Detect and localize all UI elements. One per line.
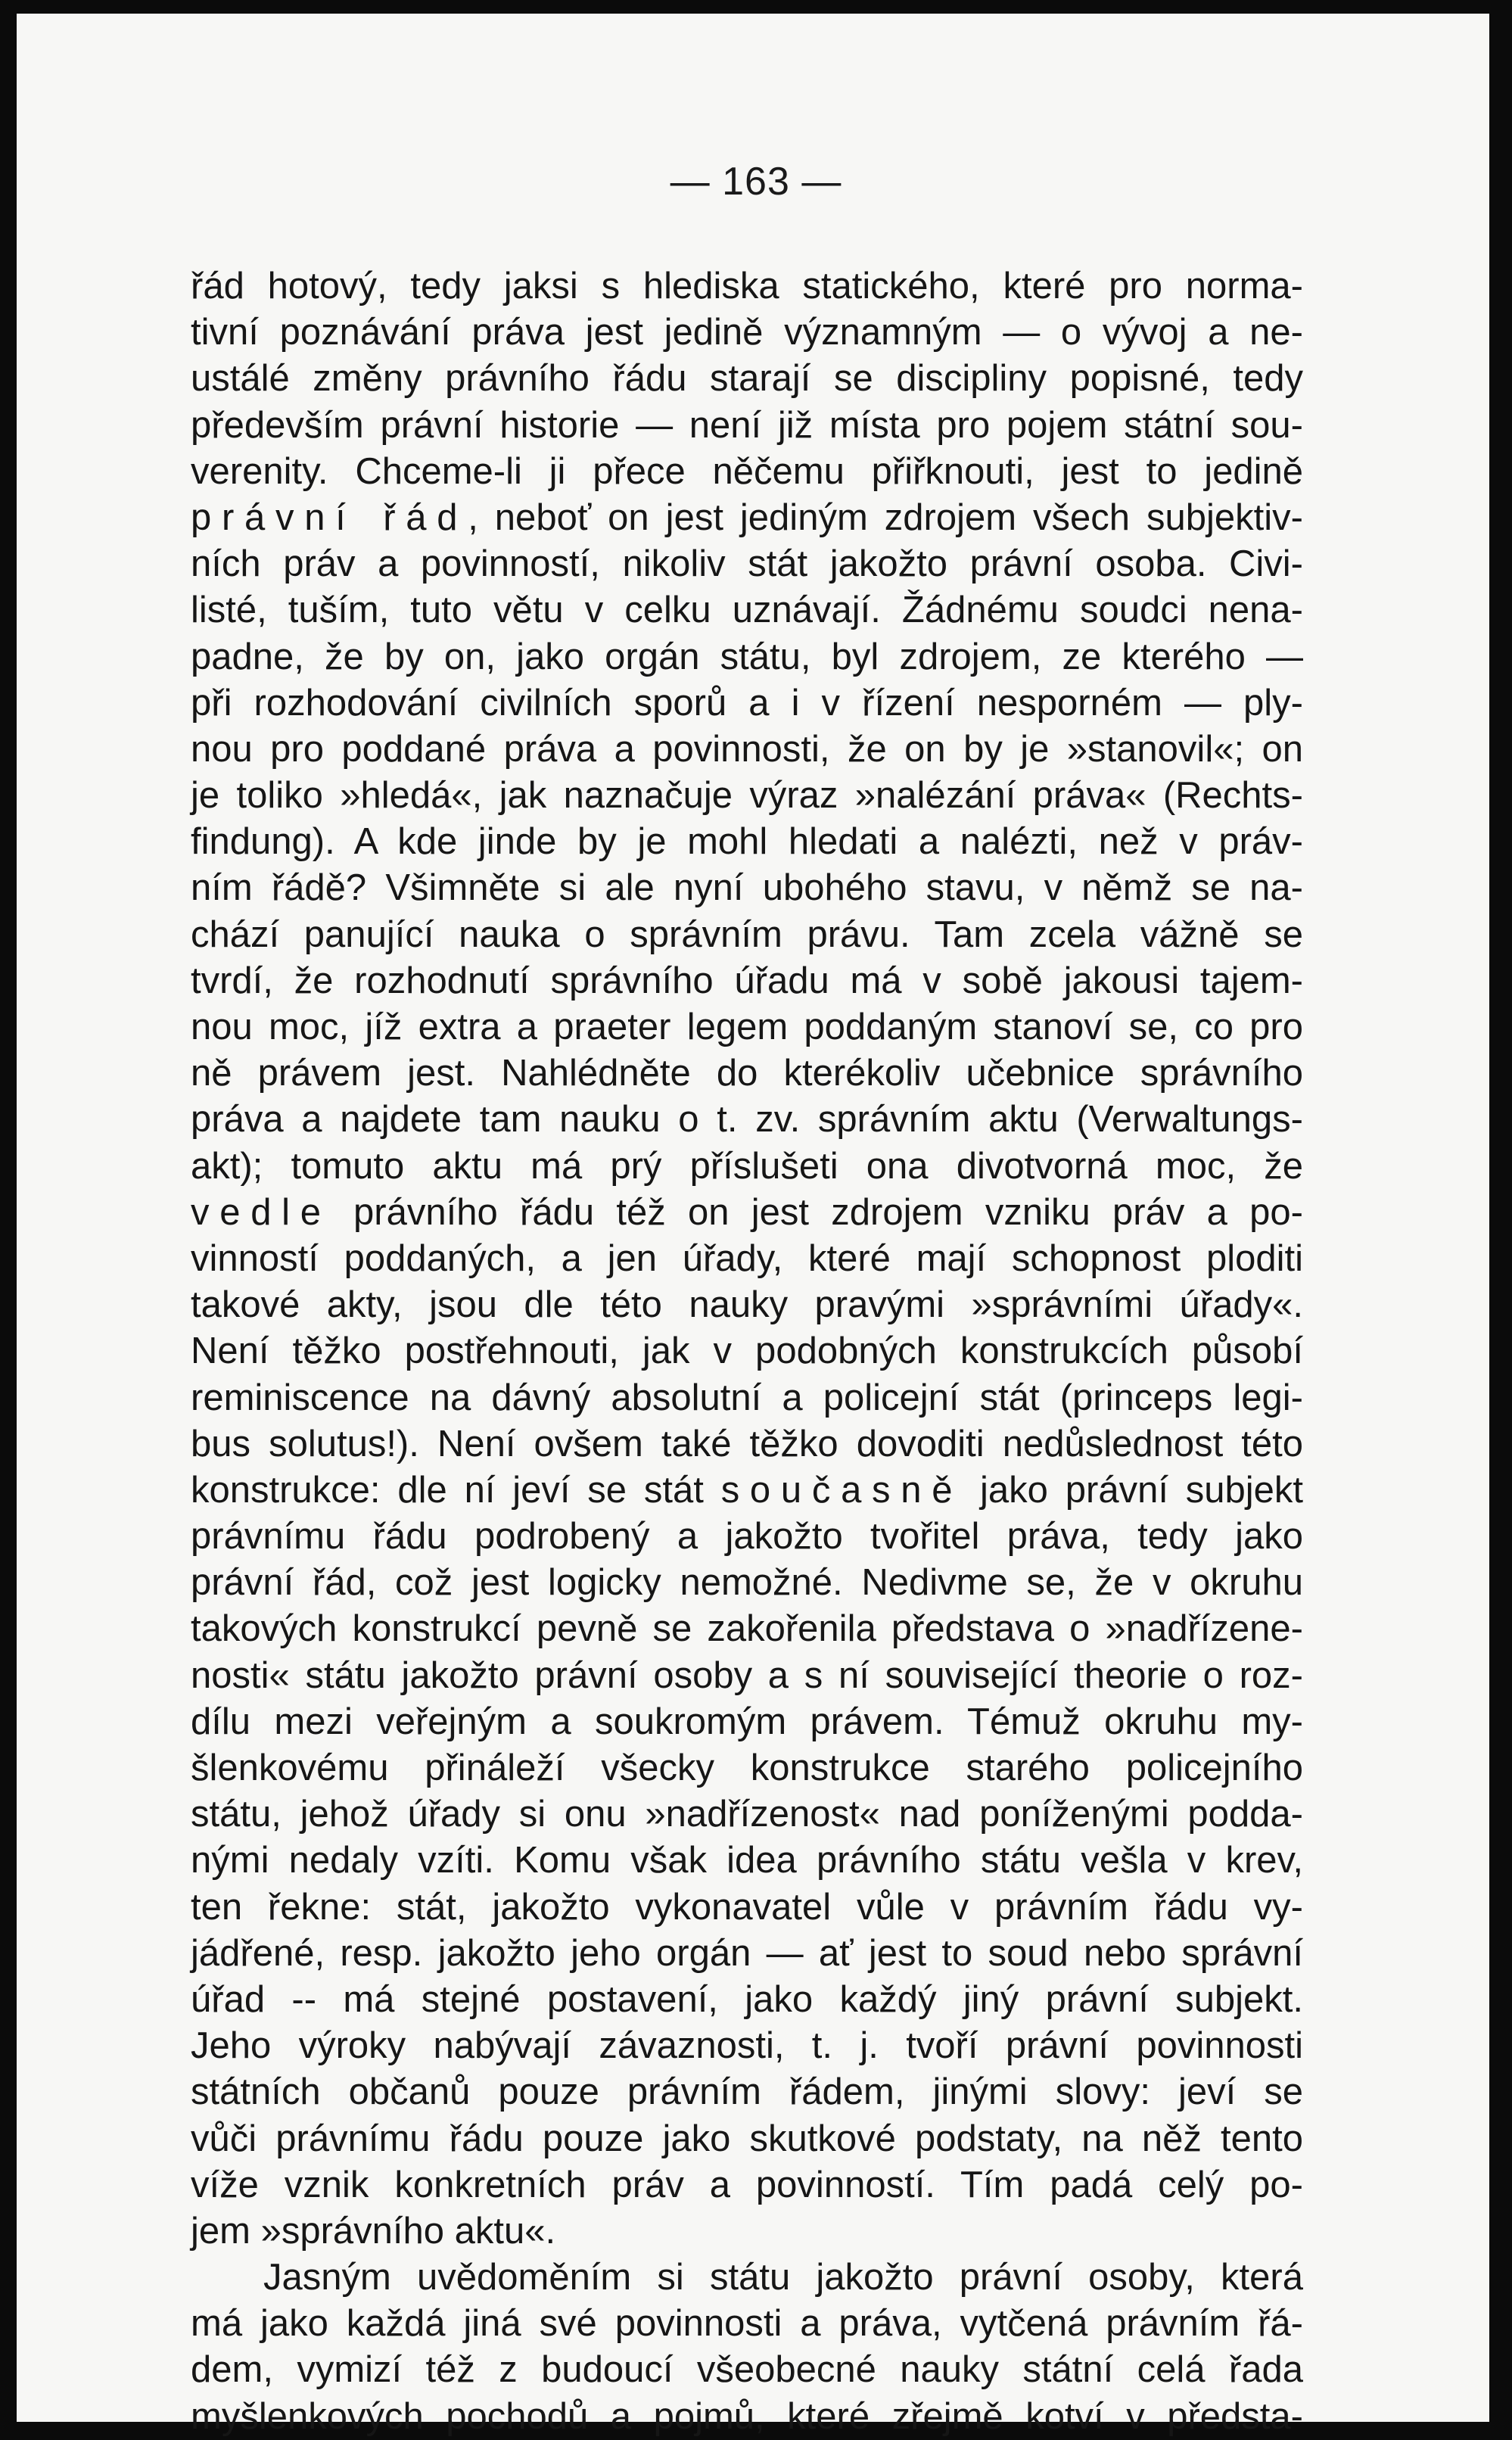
page-number: — 163 — <box>670 160 842 204</box>
text-line: ustálé změny právního řádu starají se discipliny popisné, tedy <box>191 358 1303 400</box>
text-line: státu, jehož úřady si onu »nadřízenost« nad poníženými podda- <box>191 1794 1303 1835</box>
text-line: verenity. Chceme-li ji přece něčemu přiřknouti, jest to jedině <box>191 450 1303 492</box>
text-fragment: právního řádu též on jest zdrojem vzniku práv a po- <box>353 1191 1303 1233</box>
text-line: šlenkovému přináleží všecky konstrukce starého policejního <box>191 1748 1303 1788</box>
text-line: chází panující nauka o správním právu. Tam zcela vážně se <box>191 913 1303 955</box>
text-line: nou pro poddané práva a povinnosti, že on by je »stanovil«; on <box>191 728 1303 770</box>
text-line: jádřené, resp. jakožto jeho orgán — ať jest to soud nebo správní <box>191 1932 1303 1974</box>
text-line: myšlenkových pochodů a pojmů, které zřejmě kotví v předsta- <box>191 2395 1303 2437</box>
text-line <box>191 495 1303 541</box>
text-line: ních práv a povinností, nikoliv stát jakožto právní osoba. Civi- <box>191 543 1303 585</box>
text-line: při rozhodování civilních sporů a i v řízení nesporném — ply- <box>191 682 1303 724</box>
text-line: Jeho výroky nabývají závaznosti, t. j. tvoří právní povinnosti <box>191 2025 1303 2067</box>
text-line: vůči právnímu řádu pouze jako skutkové podstaty, na něž tento <box>191 2118 1303 2159</box>
text-line: ním řádě? Všimněte si ale nyní ubohého stavu, v němž se na- <box>191 867 1303 909</box>
text-line: státních občanů pouze právním řádem, jinými slovy: jeví se <box>191 2071 1303 2113</box>
text-line: padne, že by on, jako orgán státu, byl zdrojem, ze kterého — <box>191 636 1303 677</box>
text-line: úřad -- má stejné postavení, jako každý jiný právní subjekt. <box>191 1978 1303 2020</box>
text-line: ně právem jest. Nahlédněte do kterékoliv učebnice správního <box>191 1053 1303 1094</box>
text-line: vinností poddaných, a jen úřady, které mají schopnost ploditi <box>191 1237 1303 1279</box>
text-fragment: jako právní subjekt <box>980 1469 1304 1511</box>
emphasis-spaced: vedle <box>191 1191 331 1233</box>
text-line: listé, tuším, tuto větu v celku uznávají. Žádnému soudci nena- <box>191 590 1303 631</box>
text-line: tvrdí, že rozhodnutí správního úřadu má v sobě jakousi tajem- <box>191 960 1303 1001</box>
emphasis-spaced: právní řád <box>191 496 468 538</box>
text-fragment: konstrukce: dle ní jeví se stát <box>191 1469 704 1511</box>
text-line: jem »správního aktu«. <box>191 2210 556 2252</box>
text-line: akt); tomuto aktu má prý příslušeti ona divotvorná moc, že <box>191 1145 1303 1187</box>
body-text <box>191 263 1303 2440</box>
text-line <box>191 1467 1303 1514</box>
text-line: je toliko »hledá«, jak naznačuje výraz »nalézání práva« (Rechts- <box>191 775 1303 817</box>
text-line: nou moc, jíž extra a praeter legem poddaným stanoví se, co pro <box>191 1007 1303 1047</box>
emphasis-spaced: současně <box>720 1469 963 1511</box>
text-line: reminiscence na dávný absolutní a policejní stát (princeps legi- <box>191 1377 1303 1418</box>
text-line: nosti« státu jakožto právní osoby a s ní související theorie o roz- <box>191 1654 1303 1696</box>
text-fragment: , neboť on jest jediným zdrojem všech subjektiv- <box>468 496 1303 538</box>
text-line: tivní poznávání práva jest jedině významným — o vývoj a ne- <box>191 312 1303 353</box>
text-line: nými nedaly vzíti. Komu však idea právního státu vešla v krev, <box>191 1840 1303 1881</box>
text-line: takových konstrukcí pevně se zakořenila představa o »nadřízene- <box>191 1608 1303 1650</box>
text-line: především právní historie — není již místa pro pojem státní sou- <box>191 404 1303 446</box>
text-line: Jasným uvědoměním si státu jakožto právní osoby, která <box>263 2257 1303 2298</box>
text-line: víže vznik konkretních práv a povinností. Tím padá celý po- <box>191 2164 1303 2205</box>
text-line: takové akty, jsou dle této nauky pravými »správními úřady«. <box>191 1284 1303 1326</box>
text-line: dem, vymizí též z budoucí všeobecné nauky státní celá řada <box>191 2349 1303 2391</box>
text-line <box>191 1190 1303 1236</box>
text-line: má jako každá jiná své povinnosti a práva, vytčená právním řá- <box>191 2303 1303 2345</box>
text-line: právnímu řádu podrobený a jakožto tvořitel práva, tedy jako <box>191 1516 1303 1558</box>
text-line: findung). A kde jinde by je mohl hledati a nalézti, než v práv- <box>191 821 1303 863</box>
text-line: dílu mezi veřejným a soukromým právem. Témuž okruhu my- <box>191 1701 1303 1742</box>
text-line: bus solutus!). Není ovšem také těžko dovoditi nedůslednost této <box>191 1423 1303 1464</box>
text-line: právní řád, což jest logicky nemožné. Nedivme se, že v okruhu <box>191 1562 1303 1604</box>
text-line: ten řekne: stát, jakožto vykonavatel vůle v právním řádu vy- <box>191 1886 1303 1928</box>
text-line: Není těžko postřehnouti, jak v podobných konstrukcích působí <box>191 1330 1303 1372</box>
text-line: práva a najdete tam nauku o t. zv. správním aktu (Verwaltungs- <box>191 1099 1303 1141</box>
text-line: řád hotový, tedy jaksi s hlediska statického, které pro norma- <box>191 266 1303 307</box>
